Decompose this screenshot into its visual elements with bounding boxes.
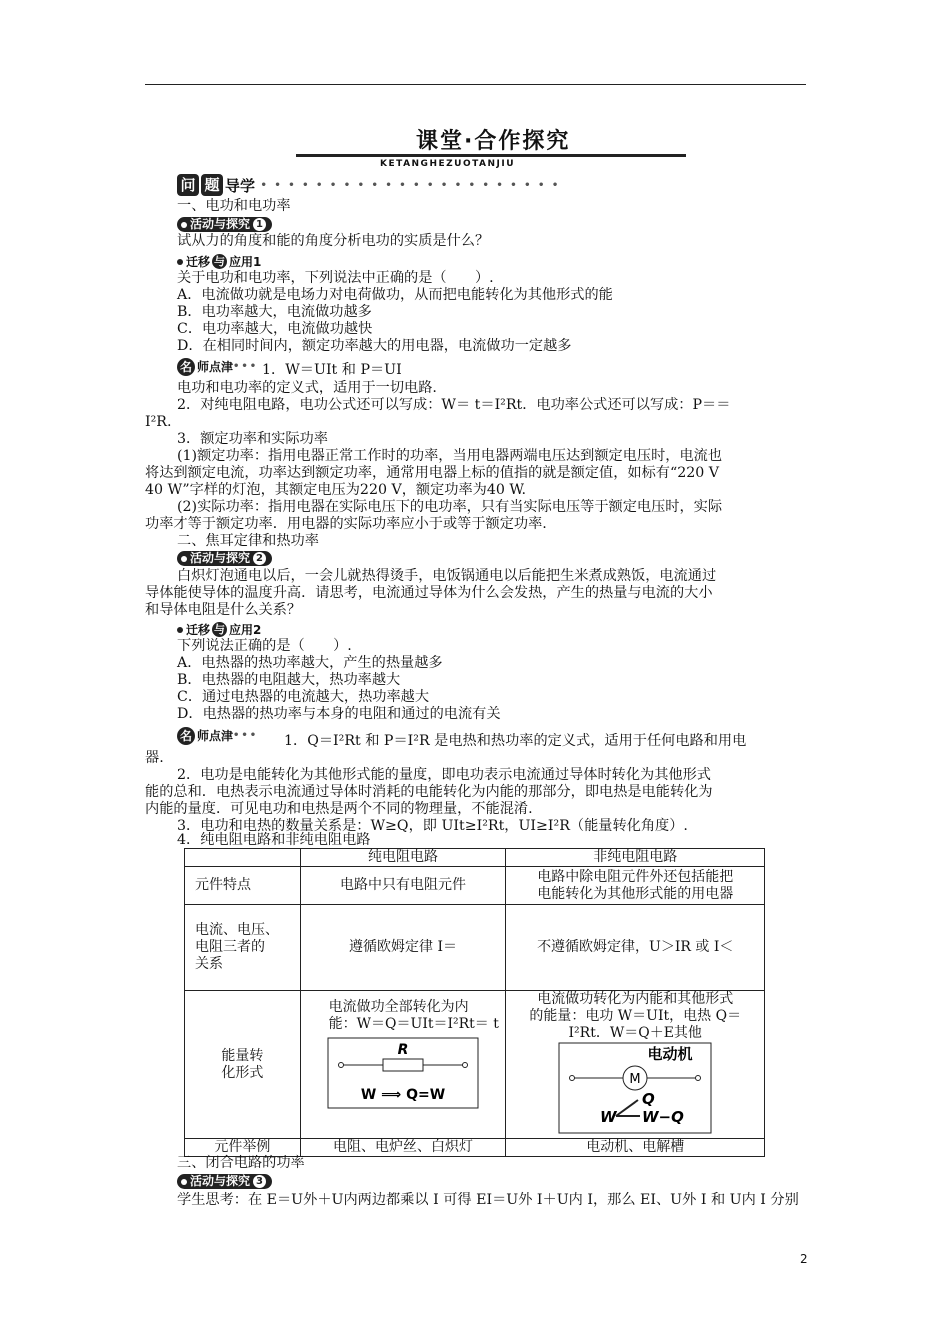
resistor-label: R [397, 1042, 409, 1058]
tip1-line5: 3．额定功率和实际功率 [177, 431, 328, 447]
option-b: B．电功率越大，电流做功越多 [177, 304, 372, 320]
teacher-tip-tag-2: 名 师点津 ••• [177, 727, 258, 744]
top-rule [145, 84, 806, 85]
activity2-line1: 白炽灯泡通电以后，一会儿就热得烫手，电饭锅通电以后能把生米煮成熟饭，电流通过 [177, 568, 717, 584]
tip2-line6: 3．电功和电热的数量关系是：W≥Q，即 UIt≥I²Rt，UI≥I²R（能量转化角度）. [177, 818, 688, 834]
tip1-line9: (2)实际功率：指用电器在实际电压下的电功率，只有当实际电压等于额定电压时，实际 [177, 499, 723, 515]
motor-q-label: Q [642, 1090, 655, 1108]
activity2-line3: 和导体电阻是什么关系？ [145, 602, 302, 618]
banner-rule [296, 154, 686, 157]
option2-d: D．电热器的热功率与本身的电阻和通过的电流有关 [177, 706, 501, 722]
page-number: 2 [800, 1252, 808, 1266]
motor-wq-label: W−Q [642, 1108, 685, 1126]
activity-tag-3: 活动与探究 3 [177, 1173, 272, 1190]
banner-subtitle: KETANGHEZUOTANJIU [380, 159, 516, 169]
table-row: 元件举例 电阻、电炉丝、白炽灯 电动机、电解槽 [185, 1139, 765, 1157]
option-c: C．电功率越大，电流做功越快 [177, 321, 373, 337]
activity-tag-2: 活动与探究 2 [177, 550, 272, 567]
motor-label: 电动机 [647, 1045, 693, 1063]
exercise-stem-2: 下列说法正确的是（ ）. [177, 638, 352, 654]
activity-tag-1: 活动与探究 1 [177, 216, 272, 233]
section-heading-1: 一、电功和电功率 [177, 198, 291, 214]
activity3-line1: 学生思考：在 E＝U外＋U内两边都乘以 I 可得 EI＝U外 I＋U内 I，那么 EI、U外 I 和 U内 I 分别 [177, 1192, 799, 1208]
tip2-line5: 内能的量度．可见电功和电热是两个不同的物理量，不能混淆. [145, 801, 533, 817]
section-heading-2: 二、焦耳定律和热功率 [177, 533, 319, 549]
motor-diagram [558, 1042, 712, 1134]
guide-heading [177, 174, 560, 196]
transfer-tag-1: 迁移 与 应用 1 [177, 253, 261, 270]
resistor-diagram [327, 1037, 479, 1109]
section-banner [296, 122, 686, 172]
tip1-line10: 功率才等于额定功率．用电器的实际功率应小于或等于额定功率. [145, 516, 547, 532]
ti-badge: 题 [201, 174, 223, 196]
table-header-row [185, 849, 765, 867]
banner-title: 课堂·合作探究 [416, 129, 571, 154]
guide-label: 导学 [225, 176, 256, 195]
tip1-line7: 将达到额定电流，功率达到额定功率，通常用电器上标的值指的就是额定值，如标有“220 V [145, 465, 720, 481]
resistor-equation: W ⟹ Q=W [360, 1087, 446, 1103]
motor-w-label: W [600, 1108, 617, 1126]
activity2-line2: 导体能使导体的温度升高．请思考，电流通过导体为什么会发热，产生的热量与电流的大小 [145, 585, 713, 601]
tip1-line1: 1．W＝UIt 和 P＝UI [262, 362, 402, 378]
option2-a: A．电热器的热功率越大，产生的热量越多 [177, 655, 443, 671]
transfer-tag-2: 迁移 与 应用 2 [177, 621, 261, 638]
motor-symbol: M [629, 1072, 641, 1087]
option-a: A．电流做功就是电场力对电荷做功，从而把电能转化为其他形式的能 [177, 287, 613, 303]
tip1-line2: 电功和电功率的定义式，适用于一切电路. [177, 380, 437, 396]
comparison-table [184, 848, 765, 1157]
option2-c: C．通过电热器的电流越大，热功率越大 [177, 689, 430, 705]
tip1-line3: 2．对纯电阻电路，电功公式还可以写成：W＝ t＝I²Rt．电功率公式还可以写成：P＝＝ [177, 397, 731, 413]
header-nonpure: 非纯电阻电路 [506, 849, 765, 867]
tip2-line4: 能的总和．电热表示电流通过导体时消耗的电能转化为内能的那部分，即电热是电能转化为 [145, 784, 713, 800]
tip1-line6: (1)额定功率：指用电器正常工作时的功率，当用电器两端电压达到额定电压时，电流也 [177, 448, 723, 464]
exercise-stem-1: 关于电功和电功率，下列说法中正确的是（ ）. [177, 270, 494, 286]
table-row: 能量转 化形式 电流做功全部转化为内 能：W＝Q＝UIt＝I²Rt＝ t R W ⟹ Q=W 电流做功转化为内能和其他形式 的能量：电功 W＝UIt，电热 Q＝ I²Rt．W＝Q＋E其他 电动机 M W Q W−Q [185, 991, 765, 1139]
tip2-line7: 4．纯电阻电路和非纯电阻电路 [177, 832, 371, 848]
tip2-line2: 器. [145, 750, 164, 766]
table-row: 电流、电压、 电阻三者的 关系 遵循欧姆定律 I＝ 不遵循欧姆定律，U＞IR 或 I＜ [185, 905, 765, 991]
teacher-tip-tag-1: 名 师点津 ••• [177, 358, 258, 375]
tip2-line1: 1．Q＝I²Rt 和 P＝I²R 是电热和热功率的定义式，适用于任何电路和用电 [284, 733, 747, 749]
table-row: 元件特点 电路中只有电阻元件 电路中除电阻元件外还包括能把 电能转化为其他形式能的用电器 [185, 867, 765, 905]
header-pure: 纯电阻电路 [300, 849, 506, 867]
option2-b: B．电热器的电阻越大，热功率越大 [177, 672, 401, 688]
tip1-line4: I²R. [145, 414, 172, 430]
dotted-leader: • • • • • • • • • • • • • • • • • • • • • • [255, 179, 561, 191]
section-heading-3: 三、闭合电路的功率 [177, 1155, 305, 1171]
tip2-line3: 2．电功是电能转化为其他形式能的量度，即电功表示电流通过导体时转化为其他形式 [177, 767, 711, 783]
option-d: D．在相同时间内，额定功率越大的用电器，电流做功一定越多 [177, 338, 572, 354]
question-line: 试从力的角度和能的角度分析电功的实质是什么？ [177, 233, 490, 249]
tip1-line8: 40 W”字样的灯泡，其额定电压为220 V，额定功率为40 W. [145, 482, 527, 498]
wen-badge: 问 [177, 174, 199, 196]
